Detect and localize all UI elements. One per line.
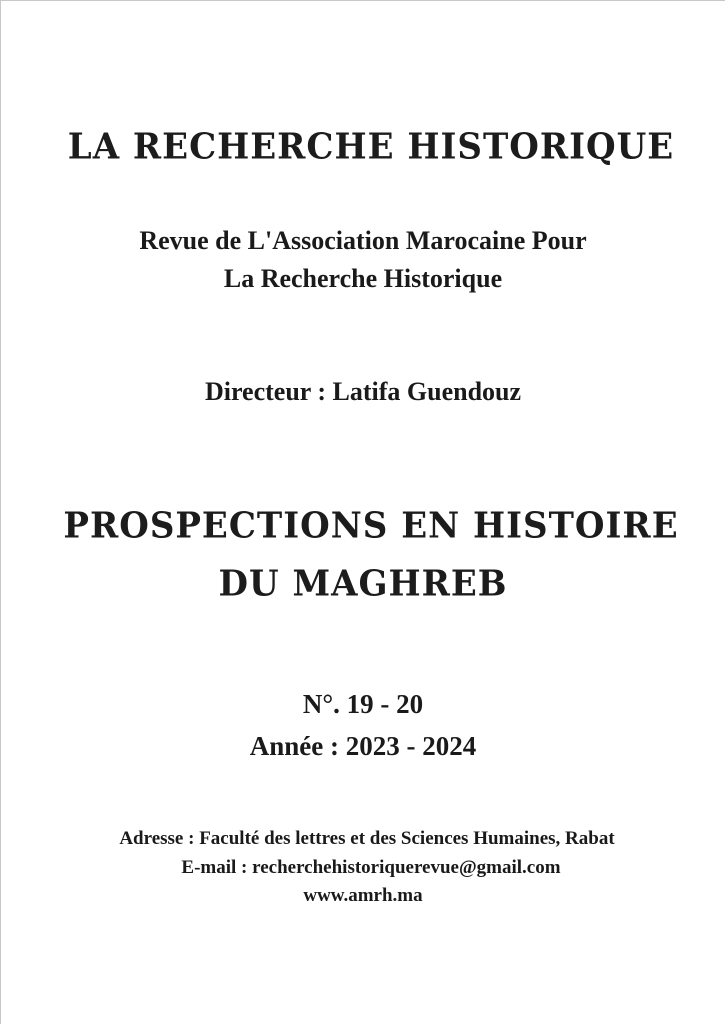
- journal-subtitle-line-1: Revue de L'Association Marocaine Pour: [139, 226, 587, 255]
- contact-address: Adresse : Faculté des lettres et des Sciences Humaines, Rabat: [119, 828, 615, 849]
- issue-number: N°. 19 - 20: [302, 689, 424, 719]
- contact-website: www.amrh.ma: [303, 885, 423, 906]
- journal-title: LA RECHERCHE HISTORIQUE: [67, 126, 675, 168]
- contact-email: E-mail : recherchehistoriquerevue@gmail.com: [181, 857, 561, 878]
- issue-title-line-1: PROSPECTIONS EN HISTOIRE: [63, 505, 679, 547]
- issue-year: Année : 2023 - 2024: [249, 731, 477, 761]
- director-line: Directeur : Latifa Guendouz: [204, 377, 522, 406]
- journal-subtitle-line-2: La Recherche Historique: [223, 264, 503, 293]
- issue-title-line-2: DU MAGHREB: [218, 563, 508, 605]
